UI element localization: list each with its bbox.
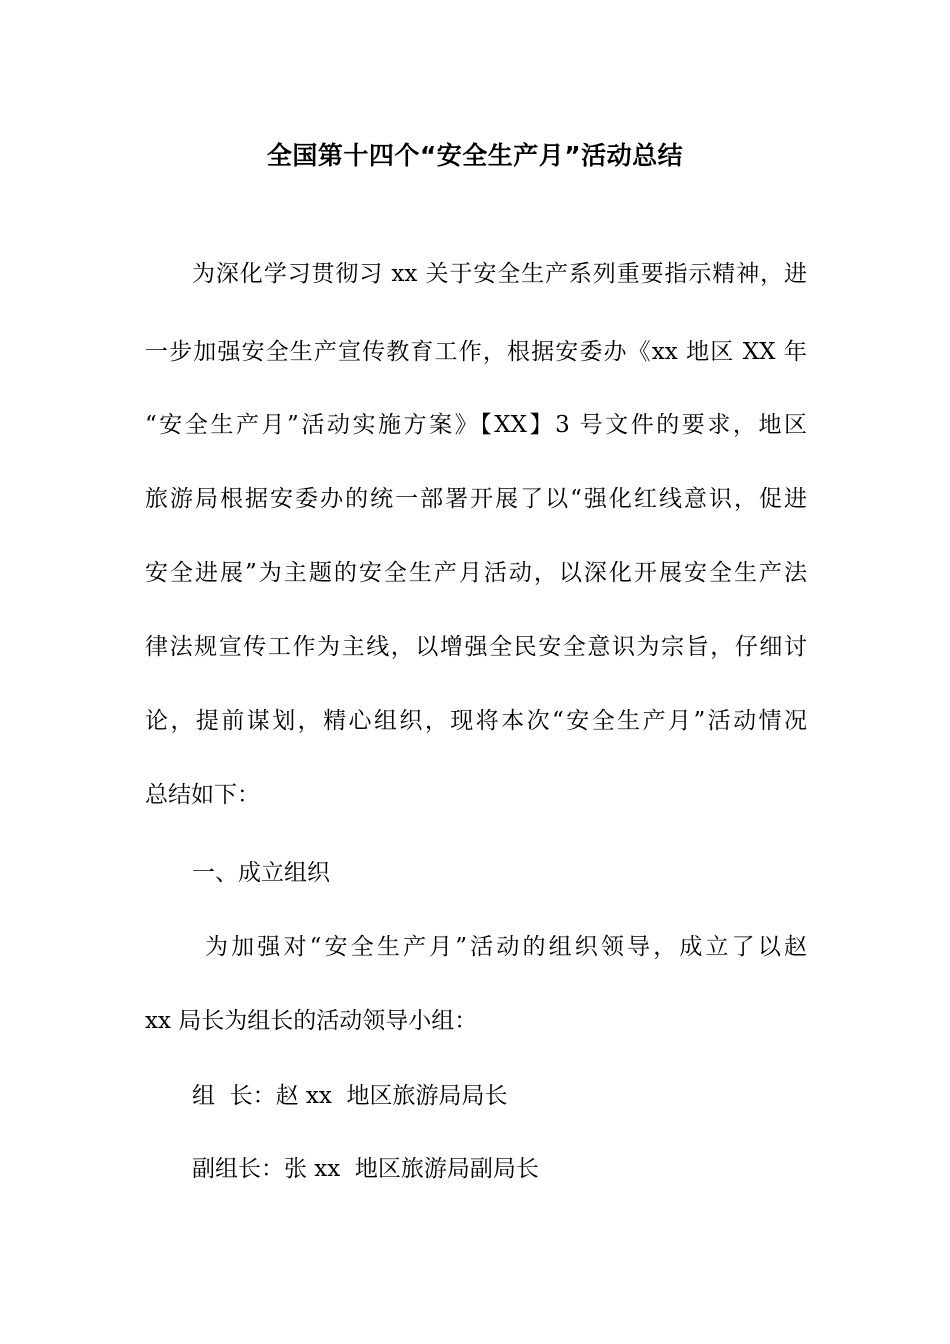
paragraph-line: 安全进展”为主题的安全生产月活动，以深化开展安全生产法 xyxy=(145,560,807,586)
paragraph-line: 为加强对“安全生产月”活动的组织领导，成立了以赵 xyxy=(205,934,807,960)
leader-line: 组 长：赵 xx 地区旅游局局长 xyxy=(192,1083,508,1109)
paragraph-line: 总结如下： xyxy=(145,782,260,808)
paragraph-line: 一步加强安全生产宣传教育工作，根据安委办《xx 地区 XX 年 xyxy=(145,339,807,365)
paragraph-line: 旅游局根据安委办的统一部署开展了以“强化红线意识，促进 xyxy=(145,486,807,512)
document-title: 全国第十四个“安全生产月”活动总结 xyxy=(266,141,684,170)
deputy-leader-line: 副组长：张 xx 地区旅游局副局长 xyxy=(192,1156,539,1182)
paragraph-line: “安全生产月”活动实施方案》【XX】3 号文件的要求，地区 xyxy=(145,412,807,438)
paragraph-line: xx 局长为组长的活动领导小组： xyxy=(145,1008,478,1034)
section-heading: 一、成立组织 xyxy=(192,860,330,886)
paragraph-line: 律法规宣传工作为主线，以增强全民安全意识为宗旨，仔细讨 xyxy=(145,634,807,660)
paragraph-line: 为深化学习贯彻习 xx 关于安全生产系列重要指示精神，进 xyxy=(192,261,807,287)
paragraph-line: 论，提前谋划，精心组织，现将本次“安全生产月”活动情况 xyxy=(145,708,807,734)
